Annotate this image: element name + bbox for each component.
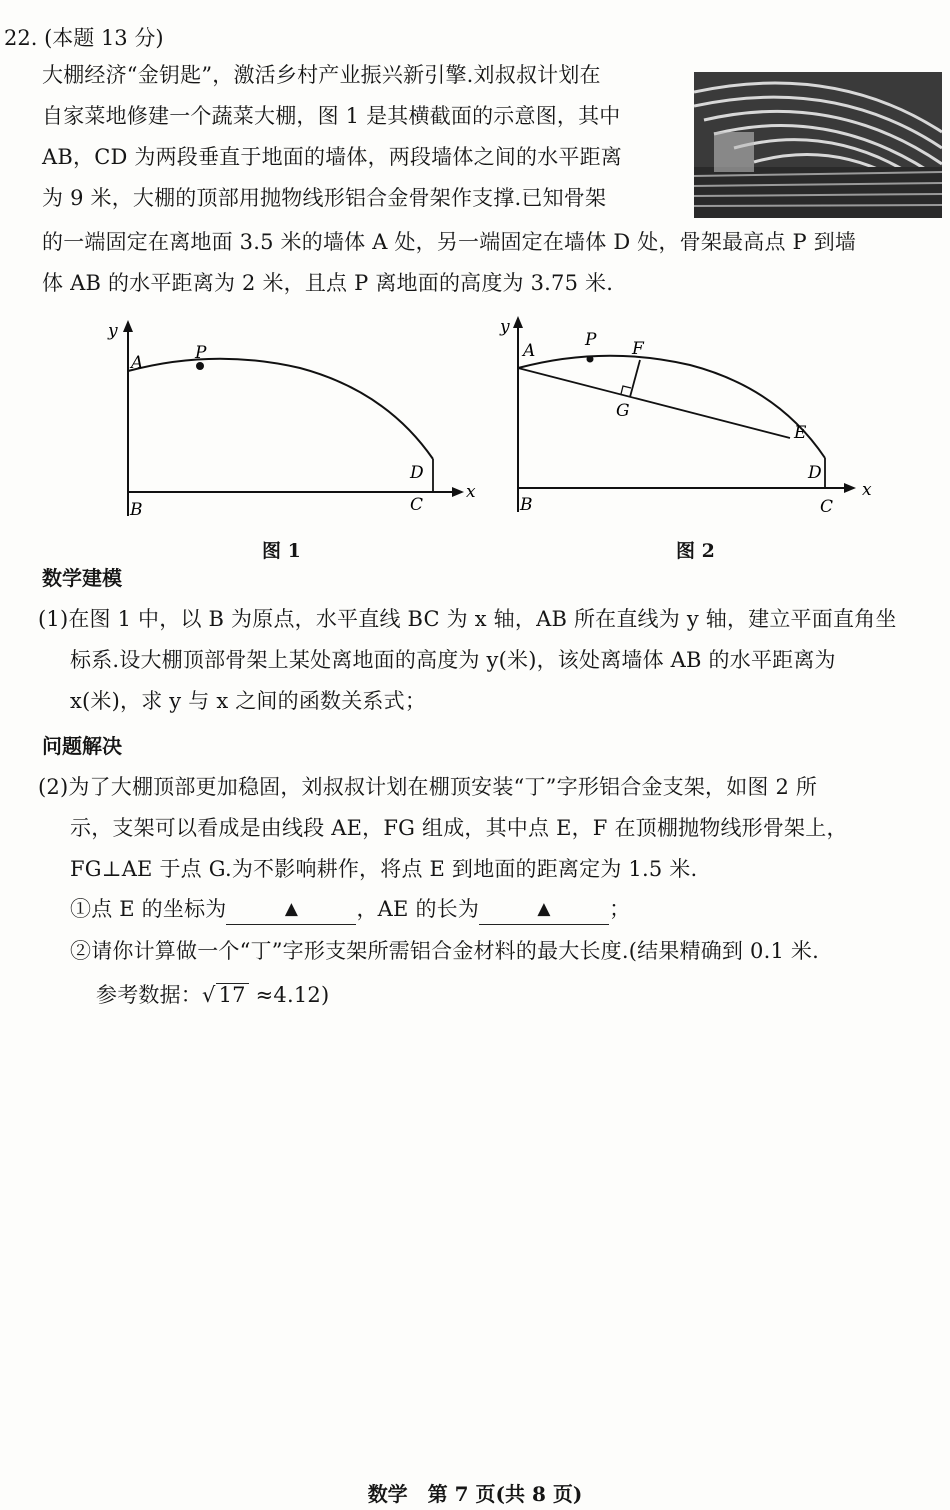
sub1-end: ；	[609, 897, 631, 921]
reference-value: ≈4.12)	[248, 983, 330, 1007]
y-axis-arrow-icon	[513, 316, 523, 328]
sub1-prefix: ①点 E 的坐标为	[70, 897, 227, 921]
section-title-solving: 问题解决	[42, 734, 122, 758]
section-title-modeling: 数学建模	[42, 566, 122, 590]
figure-1-diagram	[100, 316, 490, 526]
sub1-middle: ，AE 的长为	[356, 897, 480, 921]
x-axis-arrow-icon	[452, 487, 464, 497]
y-axis-arrow-icon	[123, 320, 133, 332]
intro-line-4: 为 9 米，大棚的顶部用抛物线形铝合金骨架作支撑.已知骨架	[42, 186, 607, 210]
part2-line-3: FG⊥AE 于点 G.为不影响耕作，将点 E 到地面的距离定为 1.5 米.	[70, 857, 698, 881]
page-footer: 数学 第 7 页(共 8 页)	[367, 1482, 583, 1506]
fig2-label-P: P	[585, 330, 597, 350]
reference-data	[96, 980, 329, 1010]
fig2-label-y: y	[500, 317, 510, 337]
part1-line-2: 标系.设大棚顶部骨架上某处离地面的高度为 y(米)，该处离墙体 AB 的水平距离为	[70, 648, 836, 672]
intro-line-6: 体 AB 的水平距离为 2 米，且点 P 离地面的高度为 3.75 米.	[42, 271, 614, 295]
fig1-label-B: B	[130, 500, 143, 520]
fig1-label-P: P	[195, 343, 207, 363]
x-axis-arrow-icon	[844, 483, 856, 493]
part2-line-1: (2)为了大棚顶部更加稳固，刘叔叔计划在棚顶安装“丁”字形铝合金支架，如图 2 所	[38, 775, 818, 799]
triangle-icon: ▲	[284, 899, 299, 919]
sqrt-icon: √	[202, 983, 216, 1007]
figure-2-caption: 图 2	[676, 540, 715, 562]
fig1-label-A: A	[131, 353, 144, 373]
figure-1-caption: 图 1	[262, 540, 301, 562]
fig2-label-F: F	[632, 339, 644, 359]
part1-line-3: x(米)，求 y 与 x 之间的函数关系式；	[70, 689, 427, 713]
fig1-label-C: C	[410, 495, 424, 515]
answer-blank-e-coordinate[interactable]	[226, 892, 356, 925]
fig1-label-y: y	[108, 321, 118, 341]
fig2-label-E: E	[794, 423, 807, 443]
reference-prefix: 参考数据：	[96, 983, 202, 1007]
sub-question-1	[70, 894, 630, 927]
fig1-label-x: x	[466, 482, 476, 502]
fig2-label-A: A	[523, 341, 536, 361]
part2-line-2: 示，支架可以看成是由线段 AE，FG 组成，其中点 E，F 在顶棚抛物线形骨架上，	[70, 816, 848, 840]
fig2-label-C: C	[820, 497, 834, 517]
intro-line-2: 自家菜地修建一个蔬菜大棚，图 1 是其横截面的示意图，其中	[42, 104, 621, 128]
triangle-icon: ▲	[537, 899, 551, 919]
fig2-label-B: B	[520, 495, 533, 515]
fig2-label-G: G	[616, 401, 630, 421]
fig2-label-D: D	[808, 463, 822, 483]
greenhouse-photo	[694, 72, 942, 218]
intro-line-1: 大棚经济“金钥匙”，激活乡村产业振兴新引擎.刘叔叔计划在	[42, 63, 601, 87]
question-header: 22. (本题 13 分)	[4, 26, 164, 50]
figure-2-diagram	[490, 312, 890, 522]
intro-line-3: AB，CD 为两段垂直于地面的墙体，两段墙体之间的水平距离	[42, 145, 622, 169]
part1-line-1: (1)在图 1 中，以 B 为原点，水平直线 BC 为 x 轴，AB 所在直线为 y 轴，建立平面直角坐	[38, 607, 897, 631]
fig2-label-x: x	[862, 480, 872, 500]
sqrt-radicand: 17	[216, 983, 249, 1006]
answer-blank-ae-length[interactable]	[479, 892, 609, 925]
sub-question-2: ②请你计算做一个“丁”字形支架所需铝合金材料的最大长度.(结果精确到 0.1 米.	[70, 939, 819, 963]
fig1-label-D: D	[410, 463, 424, 483]
intro-line-5: 的一端固定在离地面 3.5 米的墙体 A 处，另一端固定在墙体 D 处，骨架最高点 P 到墙	[42, 230, 857, 254]
